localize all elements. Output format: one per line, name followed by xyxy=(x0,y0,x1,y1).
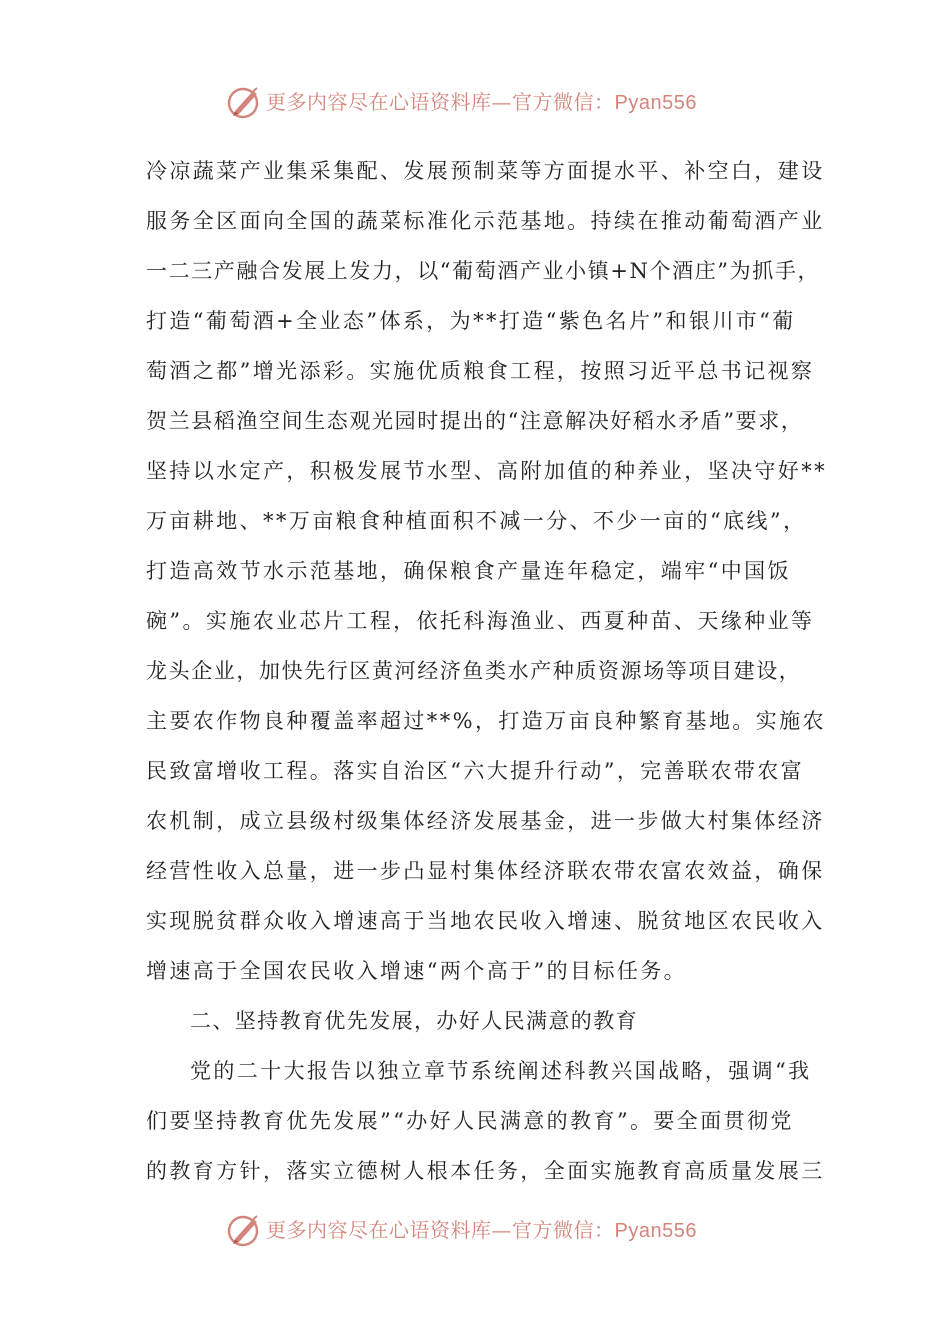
body-line: 实现脱贫群众收入增速高于当地农民收入增速、脱贫地区农民收入 xyxy=(146,909,825,933)
body-line: 冷凉蔬菜产业集采集配、发展预制菜等方面提水平、补空白，建设 xyxy=(146,159,825,183)
body-line: 坚持以水定产，积极发展节水型、高附加值的种养业，坚决守好** xyxy=(146,459,827,483)
header-banner-text: 更多内容尽在心语资料库—官方微信：Pyan556 xyxy=(266,90,697,114)
body-line: 打造高效节水示范基地，确保粮食产量连年稳定，端牢“中国饭 xyxy=(146,559,791,583)
body-line: 万亩耕地、**万亩粮食种植面积不减一分、不少一亩的“底线”， xyxy=(146,509,807,533)
body-line: 龙头企业，加快先行区黄河经济鱼类水产种质资源场等项目建设， xyxy=(146,659,802,683)
section-line: 党的二十大报告以独立章节系统阐述科教兴国战略，强调“我 xyxy=(190,1059,812,1083)
body-line: 贺兰县稻渔空间生态观光园时提出的“注意解决好稻水矛盾”要求， xyxy=(146,409,804,433)
section-heading: 二、坚持教育优先发展，办好人民满意的教育 xyxy=(190,1009,638,1033)
body-line: 打造“葡萄酒+全业态”体系，为**打造“紫色名片”和银川市“葡 xyxy=(146,309,796,333)
body-line: 一二三产融合发展上发力，以“葡萄酒产业小镇+N个酒庄”为抓手， xyxy=(146,259,821,283)
footer-banner-text: 更多内容尽在心语资料库—官方微信：Pyan556 xyxy=(266,1218,697,1242)
body-line: 经营性收入总量，进一步凸显村集体经济联农带农富农效益，确保 xyxy=(146,859,825,883)
body-line: 服务全区面向全国的蔬菜标准化示范基地。持续在推动葡萄酒产业 xyxy=(146,209,825,233)
body-line: 碗”。实施农业芯片工程，依托科海渔业、西夏种苗、天缘种业等 xyxy=(146,609,815,633)
body-line: 农机制，成立县级村级集体经济发展基金，进一步做大村集体经济 xyxy=(146,809,825,833)
wechat-id: Pyan556 xyxy=(614,1220,697,1242)
body-line: 增速高于全国农民收入增速“两个高于”的目标任务。 xyxy=(146,959,688,983)
pen-logo-icon xyxy=(226,1212,264,1248)
section-line: 们要坚持教育优先发展”“办好人民满意的教育”。要全面贯彻党 xyxy=(146,1109,794,1133)
body-line: 主要农作物良种覆盖率超过**%，打造万亩良种繁育基地。实施农 xyxy=(146,709,826,733)
section-line: 的教育方针，落实立德树人根本任务，全面实施教育高质量发展三 xyxy=(146,1159,825,1183)
body-line: 萄酒之都”增光添彩。实施优质粮食工程，按照习近平总书记视察 xyxy=(146,359,815,383)
document-body xyxy=(146,146,827,1196)
wechat-id: Pyan556 xyxy=(614,92,697,114)
body-line: 民致富增收工程。落实自治区“六大提升行动”，完善联农带农富 xyxy=(146,759,805,783)
footer-banner xyxy=(0,1210,950,1250)
header-banner xyxy=(0,82,950,122)
pen-logo-icon xyxy=(226,84,264,120)
